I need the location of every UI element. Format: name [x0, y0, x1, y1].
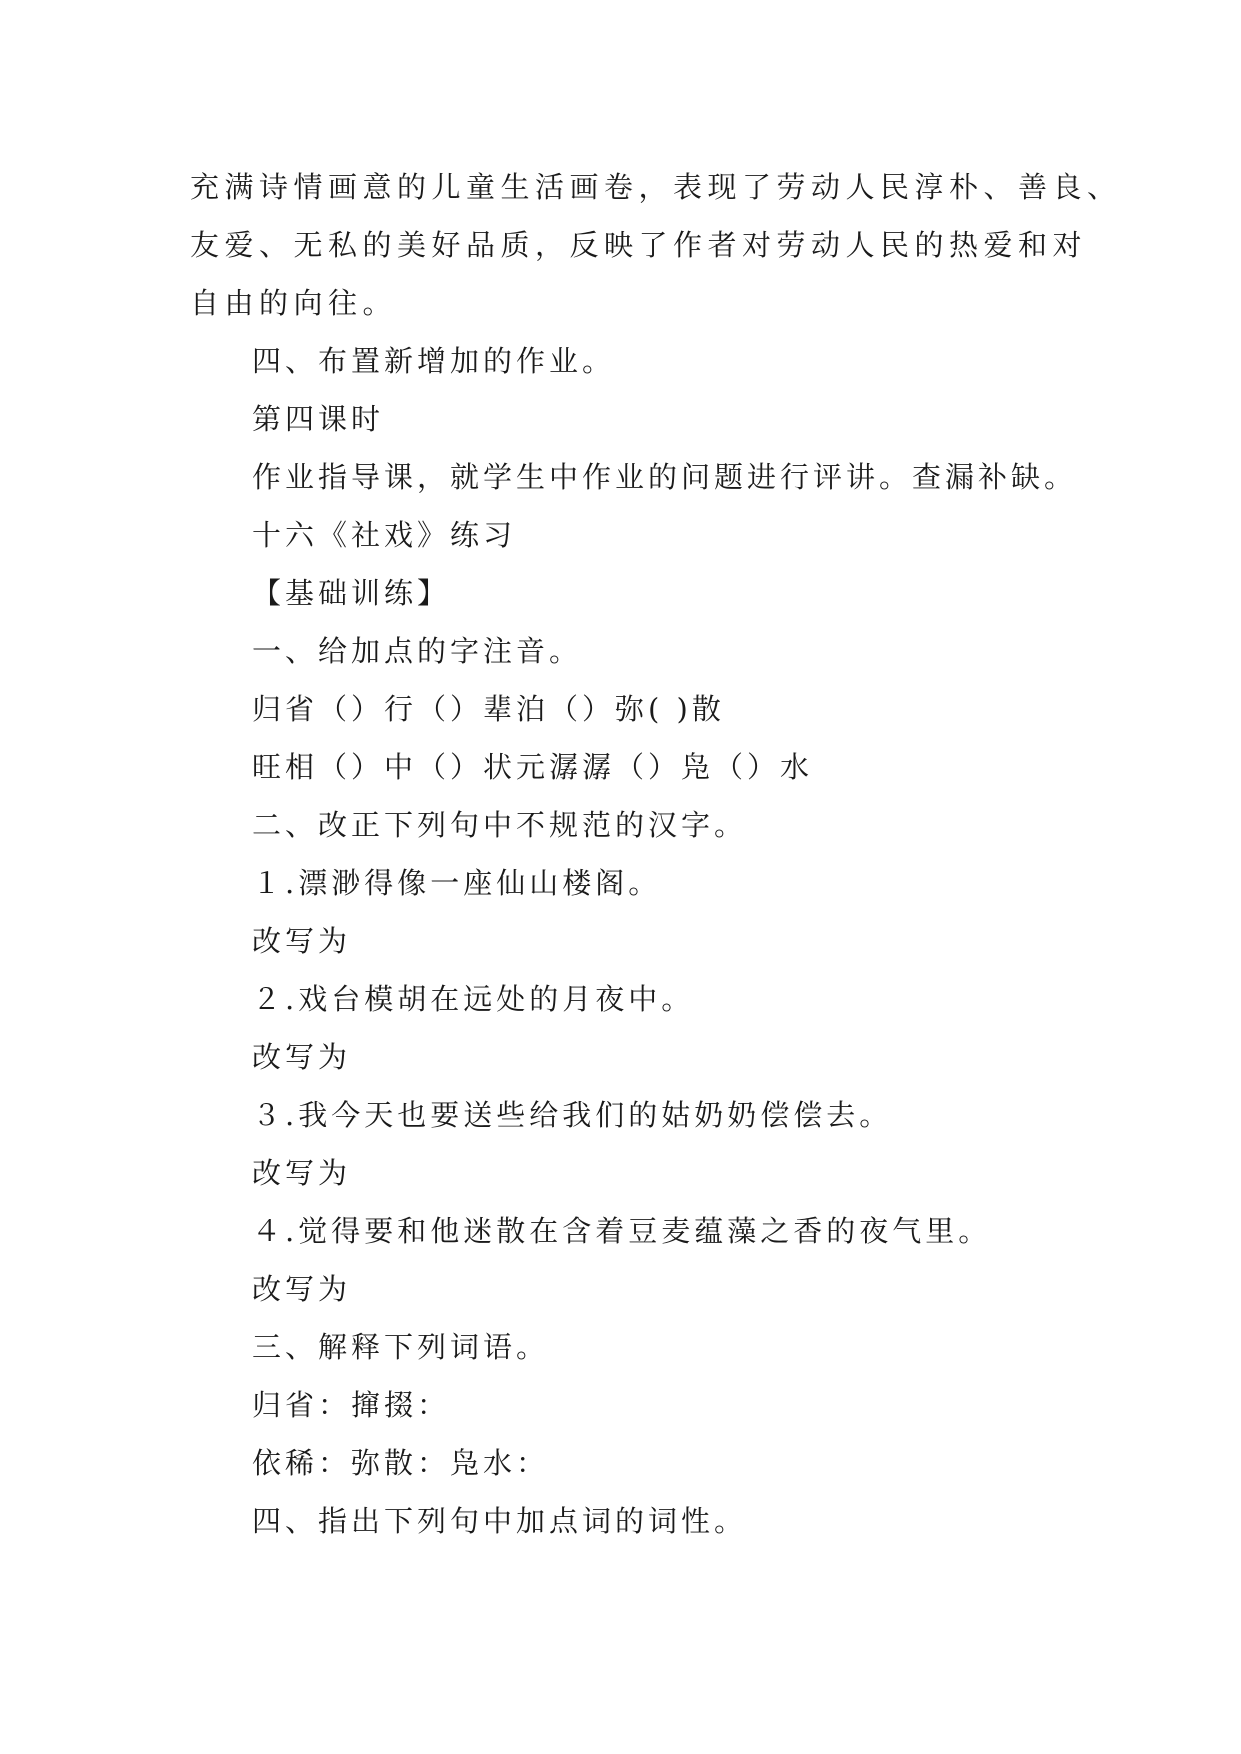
rewrite-label: 改写为 [252, 924, 352, 958]
question-heading: 三、解释下列词语。 [252, 1330, 550, 1364]
paragraph-line: 自由的向往。 [190, 286, 398, 320]
question-item: １.漂渺得像一座仙山楼阁。 [252, 866, 662, 900]
pinyin-row: 归省（）行（）辈泊（）弥( )散 [252, 692, 725, 726]
paragraph-line: 友爱、无私的美好品质，反映了作者对劳动人民的热爱和对 [190, 228, 1088, 262]
pinyin-row: 旺相（）中（）状元潺潺（）凫（）水 [252, 750, 814, 784]
document-page [190, 158, 1122, 1550]
lesson-description: 作业指导课，就学生中作业的问题进行评讲。查漏补缺。 [252, 460, 1078, 494]
question-item: ２.戏台模胡在远处的月夜中。 [252, 982, 695, 1016]
vocab-row: 归省：撺掇： [252, 1388, 451, 1422]
rewrite-label: 改写为 [252, 1156, 352, 1190]
rewrite-label: 改写为 [252, 1272, 352, 1306]
intro-paragraph [190, 158, 1122, 332]
paragraph-line: 充满诗情画意的儿童生活画卷，表现了劳动人民淳朴、善良、 [190, 170, 1122, 204]
section-heading: 【基础训练】 [252, 576, 451, 610]
question-heading: 二、改正下列句中不规范的汉字。 [252, 808, 748, 842]
question-heading: 四、指出下列句中加点词的词性。 [252, 1504, 748, 1538]
question-heading: 一、给加点的字注音。 [252, 634, 583, 668]
homework-item: 四、布置新增加的作业。 [252, 344, 616, 378]
question-item: ４.觉得要和他迷散在含着豆麦蕴藻之香的夜气里。 [252, 1214, 992, 1248]
question-item: ３.我今天也要送些给我们的姑奶奶偿偿去。 [252, 1098, 893, 1132]
exercise-title: 十六《社戏》练习 [252, 518, 517, 552]
lesson-heading: 第四课时 [252, 402, 385, 436]
vocab-row: 依稀：弥散：凫水： [252, 1446, 550, 1480]
rewrite-label: 改写为 [252, 1040, 352, 1074]
